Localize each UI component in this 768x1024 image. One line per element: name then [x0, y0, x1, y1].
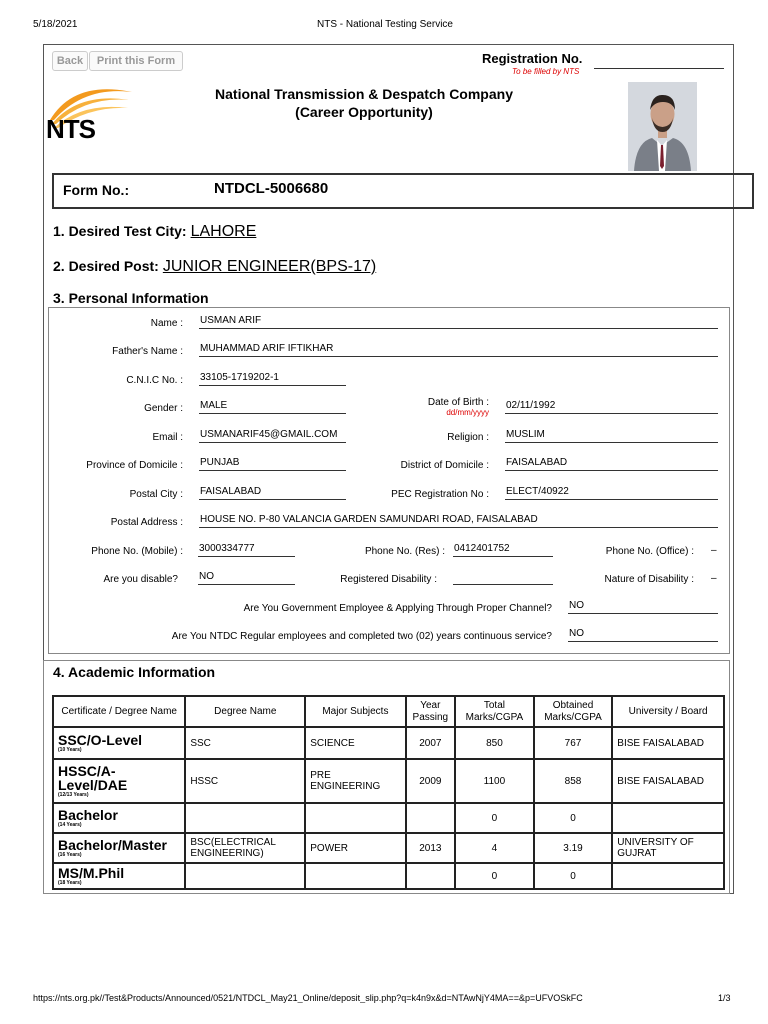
university-board — [612, 803, 724, 833]
col-total: Total Marks/CGPA — [455, 696, 534, 727]
major-subjects — [305, 803, 405, 833]
dob-format: dd/mm/yyyy — [446, 408, 489, 417]
print-url: https://nts.org.pk//Test&Products/Announced/0521/NTDCL_May21_Online/deposit_slip.php?q=k4n9x&d=NTAwNjY4MA==&p=UFVOSkFC — [33, 993, 583, 1003]
total-marks: 4 — [455, 833, 534, 863]
table-row — [53, 863, 724, 889]
year-passing: 2013 — [406, 833, 456, 863]
name-label: Name : — [150, 318, 183, 329]
print-button[interactable]: Print this Form — [89, 51, 183, 71]
obtained-marks: 858 — [534, 759, 613, 803]
year-passing — [406, 803, 456, 833]
obtained-marks: 0 — [534, 863, 613, 889]
year-passing: 2009 — [406, 759, 456, 803]
table-row — [53, 833, 724, 863]
address-value: HOUSE NO. P-80 VALANCIA GARDEN SAMUNDARI ROAD, FAISALABAD — [199, 514, 718, 528]
registration-note: To be filled by NTS — [512, 67, 580, 76]
post-label: 2. Desired Post: — [53, 258, 159, 274]
cert-name: Bachelor/Master — [58, 837, 167, 853]
postal-city-label: Postal City : — [129, 489, 183, 500]
total-marks: 850 — [455, 727, 534, 759]
year-passing: 2007 — [406, 727, 456, 759]
total-marks: 0 — [455, 863, 534, 889]
post-row — [53, 258, 376, 276]
name-value: USMAN ARIF — [199, 315, 718, 329]
religion-label: Religion : — [447, 432, 489, 443]
candidate-photo — [628, 82, 697, 171]
col-degree: Degree Name — [185, 696, 305, 727]
degree-name — [185, 863, 305, 889]
obtained-marks: 767 — [534, 727, 613, 759]
cert-years: (10 Years) — [58, 747, 82, 753]
table-header-row — [53, 696, 724, 727]
disable-label: Are you disable? — [103, 574, 178, 585]
nts-logo — [44, 80, 136, 146]
col-obtained: Obtained Marks/CGPA — [534, 696, 613, 727]
cert-years: (18 Years) — [58, 880, 82, 886]
col-year: Year Passing — [406, 696, 456, 727]
pec-value: ELECT/40922 — [505, 486, 718, 500]
office-phone-label: Phone No. (Office) : — [605, 546, 694, 557]
test-city-row — [53, 223, 256, 241]
academic-heading: 4. Academic Information — [53, 664, 216, 680]
res-phone-label: Phone No. (Res) : — [364, 546, 445, 557]
registration-label: Registration No. — [482, 51, 583, 66]
print-title: NTS - National Testing Service — [317, 19, 453, 30]
company-name: National Transmission & Despatch Company — [215, 86, 513, 102]
office-phone-value: – — [711, 545, 717, 556]
gov-employee-label: Are You Government Employee & Applying Through Proper Channel? — [243, 603, 552, 614]
test-city-value: LAHORE — [190, 223, 257, 240]
university-board: BISE FAISALABAD — [612, 727, 724, 759]
table-row — [53, 727, 724, 759]
university-board: BISE FAISALABAD — [612, 759, 724, 803]
cert-years: (16 Years) — [58, 852, 82, 858]
disable-value: NO — [198, 571, 295, 585]
mobile-value: 3000334777 — [198, 543, 295, 557]
province-label: Province of Domicile : — [86, 460, 183, 471]
postal-city-value: FAISALABAD — [199, 486, 346, 500]
province-value: PUNJAB — [199, 457, 346, 471]
person-icon — [628, 82, 697, 171]
district-value: FAISALABAD — [505, 457, 718, 471]
page-number: 1/3 — [718, 993, 731, 1003]
print-date: 5/18/2021 — [33, 19, 78, 30]
form-number-box — [52, 173, 754, 209]
mobile-label: Phone No. (Mobile) : — [91, 546, 183, 557]
cnic-label: C.N.I.C No. : — [126, 375, 183, 386]
registration-field — [594, 58, 724, 69]
degree-name — [185, 803, 305, 833]
gov-employee-value: NO — [568, 600, 718, 614]
religion-value: MUSLIM — [505, 429, 718, 443]
logo-text: NTS — [46, 114, 95, 144]
col-board: University / Board — [612, 696, 724, 727]
district-label: District of Domicile : — [400, 460, 489, 471]
major-subjects: SCIENCE — [305, 727, 405, 759]
address-label: Postal Address : — [110, 517, 183, 528]
major-subjects — [305, 863, 405, 889]
major-subjects: POWER — [305, 833, 405, 863]
company-subtitle: (Career Opportunity) — [295, 104, 433, 120]
academic-table — [52, 695, 725, 890]
major-subjects: PRE ENGINEERING — [305, 759, 405, 803]
cert-name: HSSC/A-Level/DAE — [58, 763, 128, 793]
res-phone-value: 0412401752 — [453, 543, 553, 557]
form-number: NTDCL-5006680 — [214, 180, 329, 197]
university-board — [612, 863, 724, 889]
test-city-label: 1. Desired Test City: — [53, 223, 187, 239]
university-board: UNIVERSITY OF GUJRAT — [612, 833, 724, 863]
personal-heading: 3. Personal Information — [53, 290, 209, 306]
ntdc-employee-value: NO — [568, 628, 718, 642]
dob-value: 02/11/1992 — [505, 400, 718, 414]
form-number-label: Form No.: — [63, 182, 130, 198]
total-marks: 0 — [455, 803, 534, 833]
post-value: JUNIOR ENGINEER(BPS-17) — [162, 258, 377, 275]
degree-name: SSC — [185, 727, 305, 759]
pec-label: PEC Registration No : — [391, 489, 489, 500]
col-certificate: Certificate / Degree Name — [53, 696, 185, 727]
obtained-marks: 3.19 — [534, 833, 613, 863]
email-value: USMANARIF45@GMAIL.COM — [199, 429, 346, 443]
dob-label: Date of Birth : — [427, 397, 489, 408]
father-label: Father's Name : — [112, 346, 183, 357]
table-row — [53, 803, 724, 833]
cert-years: (14 Years) — [58, 822, 82, 828]
back-button[interactable]: Back — [52, 51, 88, 71]
col-major: Major Subjects — [305, 696, 405, 727]
registered-disability-value — [453, 571, 553, 585]
nature-disability-value: – — [711, 573, 717, 584]
cert-name: SSC/O-Level — [58, 732, 143, 748]
table-row — [53, 759, 724, 803]
cnic-value: 33105-1719202-1 — [199, 372, 346, 386]
degree-name: HSSC — [185, 759, 305, 803]
cert-name: Bachelor — [58, 807, 118, 823]
father-value: MUHAMMAD ARIF IFTIKHAR — [199, 343, 718, 357]
cert-name: MS/M.Phil — [58, 865, 125, 881]
obtained-marks: 0 — [534, 803, 613, 833]
registered-disability-label: Registered Disability : — [340, 574, 437, 585]
degree-name: BSC(ELECTRICAL ENGINEERING) — [185, 833, 305, 863]
ntdc-employee-label: Are You NTDC Regular employees and completed two (02) years continuous service? — [171, 631, 552, 642]
email-label: Email : — [152, 432, 183, 443]
gender-label: Gender : — [144, 403, 183, 414]
cert-years: (12/13 Years) — [58, 792, 89, 798]
gender-value: MALE — [199, 400, 346, 414]
year-passing — [406, 863, 456, 889]
nature-disability-label: Nature of Disability : — [604, 574, 694, 585]
total-marks: 1100 — [455, 759, 534, 803]
